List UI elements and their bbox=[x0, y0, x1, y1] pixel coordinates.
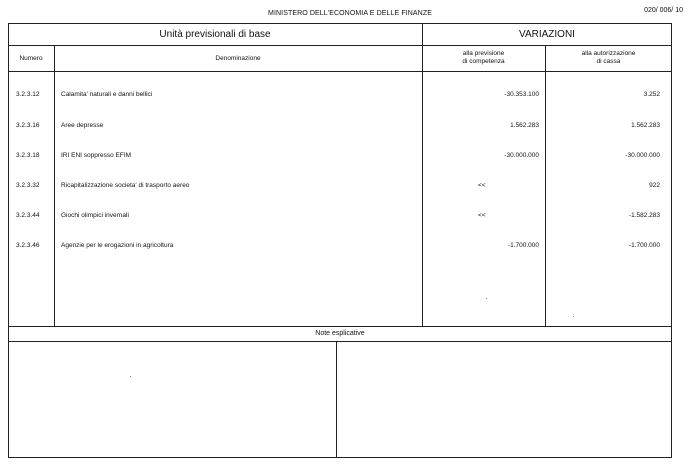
row-cassa: -30.000.000 bbox=[625, 152, 660, 159]
notes-title: Note esplicative bbox=[315, 330, 365, 337]
column-header-numero: Numero bbox=[19, 55, 43, 62]
column-header-denominazione: Denominazione bbox=[215, 55, 261, 62]
row-numero: 3.2.3.44 bbox=[16, 212, 40, 219]
row-cassa: 1.562.283 bbox=[631, 122, 660, 129]
column-header-competenza bbox=[422, 50, 545, 66]
ministry-title: MINISTERO DELL'ECONOMIA E DELLE FINANZE bbox=[268, 10, 432, 17]
numero-column-divider bbox=[54, 45, 55, 326]
row-competenza: -30.000.000 bbox=[504, 152, 539, 159]
row-numero: 3.2.3.18 bbox=[16, 152, 40, 159]
row-numero: 3.2.3.12 bbox=[16, 91, 40, 98]
notes-top-divider bbox=[8, 326, 672, 327]
row-numero: 3.2.3.46 bbox=[16, 242, 40, 249]
notes-right-box bbox=[337, 342, 671, 457]
row-cassa: -1.582.283 bbox=[628, 212, 660, 219]
row-cassa: 922 bbox=[649, 182, 660, 189]
variazioni-column-divider bbox=[422, 23, 423, 326]
competenza-line-1: alla previsione bbox=[462, 50, 505, 57]
row-cassa: -1.700.000 bbox=[628, 242, 660, 249]
row-denominazione: Ricapitalizzazione societa' di trasporto aereo bbox=[61, 182, 190, 189]
cassa-line-2: di cassa bbox=[596, 58, 621, 65]
row-cassa: 3.252 bbox=[643, 91, 660, 98]
scan-speck bbox=[573, 316, 574, 317]
row-denominazione: Calamita' naturali e danni bellici bbox=[61, 91, 153, 98]
scan-speck bbox=[486, 298, 487, 299]
row-denominazione: Giochi olimpici invernali bbox=[61, 212, 129, 219]
notes-left-box bbox=[9, 342, 335, 457]
page-code: 020/ 006/ 10 bbox=[644, 7, 683, 14]
group-header-upb: Unità previsionali di base bbox=[159, 29, 271, 40]
row-denominazione: Aree depresse bbox=[61, 122, 104, 129]
row-denominazione: Agenzie per le erogazioni in agricoltura bbox=[61, 242, 174, 249]
row-numero: 3.2.3.16 bbox=[16, 122, 40, 129]
row-numero: 3.2.3.32 bbox=[16, 182, 40, 189]
row-denominazione: IRI ENI soppresso EFIM bbox=[61, 152, 132, 159]
header-divider bbox=[8, 45, 672, 46]
row-competenza: -1.700.000 bbox=[507, 242, 539, 249]
competenza-line-2: di competenza bbox=[462, 58, 505, 65]
cassa-line-1: alla autorizzazione bbox=[581, 50, 636, 57]
row-competenza: << bbox=[478, 212, 486, 219]
row-competenza: 1.562.283 bbox=[510, 122, 539, 129]
group-header-variazioni: VARIAZIONI bbox=[519, 29, 575, 40]
scan-speck bbox=[130, 376, 131, 377]
column-header-divider bbox=[8, 71, 672, 72]
row-competenza: << bbox=[478, 182, 486, 189]
column-header-cassa bbox=[545, 50, 672, 66]
row-competenza: -30.353.100 bbox=[504, 91, 539, 98]
